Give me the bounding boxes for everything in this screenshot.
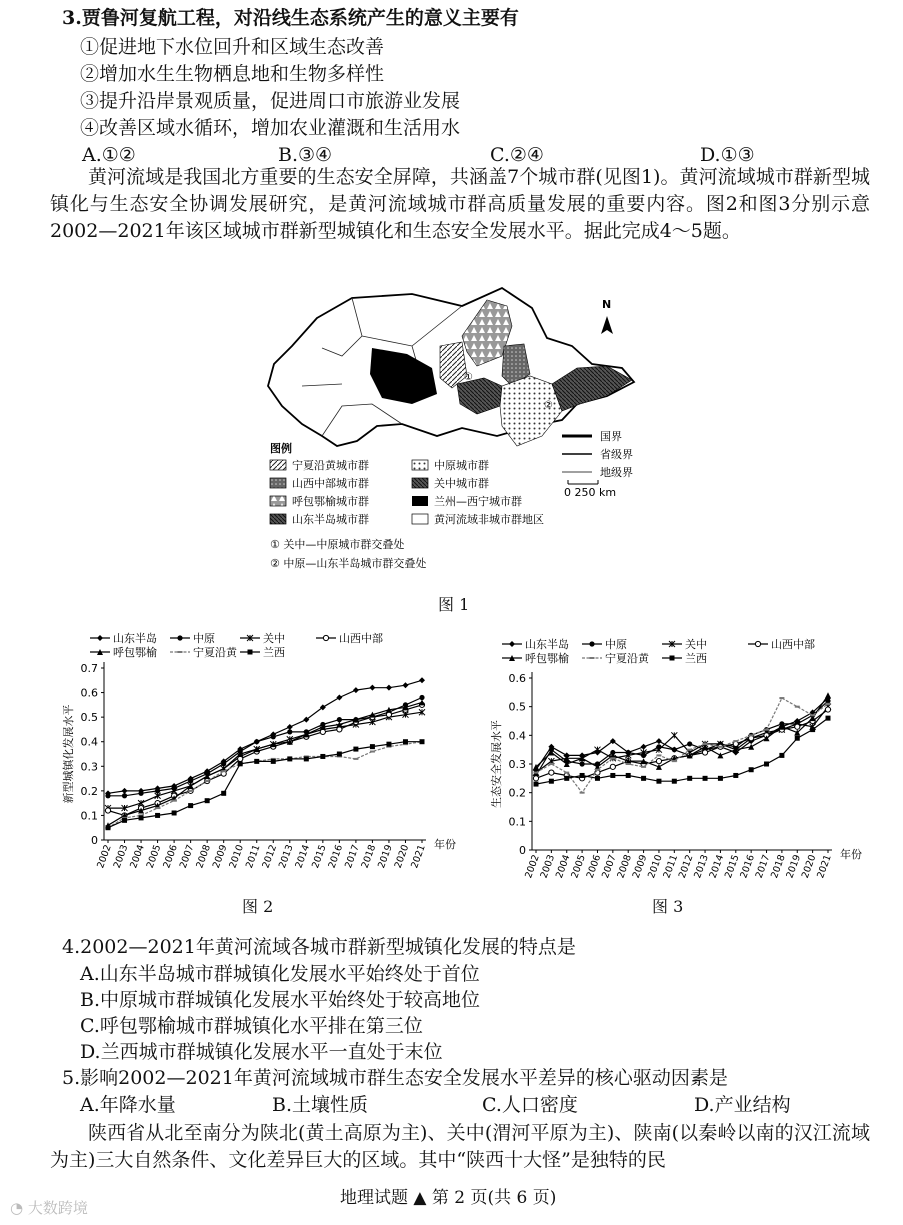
data-point bbox=[287, 724, 293, 730]
data-point bbox=[320, 754, 325, 759]
data-point bbox=[687, 776, 692, 781]
data-point bbox=[386, 742, 391, 747]
data-point bbox=[626, 763, 631, 765]
q3-option-d: D.①③ bbox=[700, 144, 755, 166]
data-point bbox=[656, 754, 661, 756]
data-point bbox=[733, 740, 738, 742]
data-point bbox=[656, 764, 662, 770]
x-tick-label: 2017 bbox=[343, 843, 362, 870]
watermark: ◔ 大数跨境 bbox=[10, 1199, 88, 1217]
data-point bbox=[580, 792, 585, 794]
svg-text:省级界: 省级界 bbox=[600, 448, 633, 461]
data-point bbox=[287, 756, 292, 761]
data-point bbox=[221, 761, 226, 766]
data-point bbox=[172, 800, 177, 802]
data-point bbox=[337, 727, 342, 732]
legend-right bbox=[412, 458, 544, 526]
y-tick-label: 0.1 bbox=[80, 809, 98, 823]
data-point bbox=[106, 825, 111, 830]
data-point bbox=[825, 692, 831, 698]
y-tick-label: 0.3 bbox=[80, 760, 98, 774]
svg-text:黄河流域非城市群地区: 黄河流域非城市群地区 bbox=[434, 513, 544, 526]
legend-title: 图例 bbox=[270, 442, 292, 455]
data-point bbox=[672, 760, 677, 762]
data-point bbox=[795, 736, 800, 741]
data-point bbox=[122, 818, 127, 823]
data-point bbox=[238, 756, 243, 761]
data-point bbox=[386, 685, 392, 691]
data-point bbox=[419, 677, 425, 683]
y-tick-label: 0.2 bbox=[508, 786, 526, 800]
data-point bbox=[534, 772, 539, 774]
data-point bbox=[595, 776, 600, 781]
data-point bbox=[533, 776, 538, 781]
data-point bbox=[122, 788, 128, 794]
data-point bbox=[370, 751, 375, 753]
legend-label: 山东半岛 bbox=[525, 638, 569, 651]
x-tick-label: 2004 bbox=[128, 843, 147, 870]
data-point bbox=[656, 738, 662, 744]
data-point bbox=[626, 773, 631, 778]
legend-marker bbox=[248, 650, 253, 655]
legend-marker bbox=[178, 651, 183, 653]
data-point bbox=[172, 810, 177, 815]
q4-option-b: B.中原城市群城镇化发展水平始终处于较高地位 bbox=[80, 989, 481, 1011]
data-point bbox=[419, 695, 424, 700]
data-point bbox=[205, 780, 210, 782]
data-point bbox=[641, 776, 646, 781]
svg-text:中原城市群: 中原城市群 bbox=[434, 459, 489, 472]
x-tick-label: 2021 bbox=[409, 843, 428, 870]
data-point bbox=[641, 766, 646, 768]
q3-item-4: ④改善区域水循环，增加农业灌溉和生活用水 bbox=[80, 117, 461, 139]
x-tick-label: 2012 bbox=[260, 843, 280, 870]
q5-stem: 5.影响2002—2021年黄河流域城市群生态安全发展水平差异的核心驱动因素是 bbox=[62, 1067, 728, 1089]
q3-option-c: C.②④ bbox=[490, 144, 544, 166]
data-point bbox=[155, 813, 160, 818]
x-axis-label: 年份 bbox=[434, 838, 456, 851]
data-point bbox=[795, 724, 800, 729]
data-point bbox=[549, 763, 554, 765]
y-tick-label: 0.4 bbox=[508, 729, 526, 743]
data-point bbox=[672, 779, 677, 784]
legend-marker bbox=[97, 635, 103, 641]
legend-marker bbox=[323, 635, 328, 640]
legend-left bbox=[270, 458, 369, 526]
svg-text:兰州—西宁城市群: 兰州—西宁城市群 bbox=[434, 495, 522, 508]
series-line-0 bbox=[108, 680, 422, 793]
data-point bbox=[733, 773, 738, 778]
data-point bbox=[353, 747, 358, 752]
legend-label: 山西中部 bbox=[339, 632, 383, 645]
data-point bbox=[402, 682, 408, 688]
q4-option-c: C.呼包鄂榆城市群城镇化水平排在第三位 bbox=[80, 1015, 423, 1037]
y-axis-label: 新型城镇化发展水平 bbox=[62, 704, 75, 804]
y-tick-label: 0.1 bbox=[508, 815, 526, 829]
data-point bbox=[271, 759, 276, 764]
y-axis-label: 生态安全发展水平 bbox=[490, 720, 503, 808]
data-point bbox=[337, 752, 342, 757]
passage-intro: 黄河流域是我国北方重要的生态安全屏障，共涵盖7个城市群(见图1)。黄河流域城市群新型城镇化与生态安全协调发展研究，是黄河流域城市群高质量发展的重要内容。图2和图3分别示意2002—2021年该区域城市群新型城镇化和生态安全发展水平。据此完成4～5题。 bbox=[50, 166, 870, 242]
legend-marker bbox=[589, 641, 594, 646]
data-point bbox=[122, 793, 127, 798]
data-point bbox=[703, 776, 708, 781]
legend-label: 山西中部 bbox=[771, 638, 815, 651]
data-point bbox=[610, 764, 615, 769]
data-point bbox=[105, 793, 110, 798]
data-point bbox=[595, 769, 600, 771]
data-point bbox=[336, 694, 342, 700]
q4-option-a: A.山东半岛城市群城镇化发展水平始终处于首位 bbox=[80, 963, 480, 985]
q3-item-2: ②增加水生生物栖息地和生物多样性 bbox=[80, 63, 385, 85]
data-point bbox=[138, 791, 143, 796]
x-tick-label: 2016 bbox=[326, 843, 346, 870]
data-point bbox=[580, 761, 585, 766]
q3-stem: 3.贾鲁河复航工程，对沿线生态系统产生的意义主要有 bbox=[62, 7, 519, 29]
x-tick-label: 2017 bbox=[753, 853, 773, 880]
legend-label: 关中 bbox=[263, 632, 285, 645]
x-tick-label: 2008 bbox=[615, 853, 635, 880]
data-point bbox=[718, 746, 723, 748]
svg-text:呼包鄂榆城市群: 呼包鄂榆城市群 bbox=[292, 495, 369, 508]
watermark-logo-icon: ◔ bbox=[10, 1199, 24, 1217]
legend-label: 中原 bbox=[605, 638, 627, 651]
svg-text:山西中部城市群: 山西中部城市群 bbox=[292, 477, 369, 490]
map-note-2: ② 中原—山东半岛城市群交叠处 bbox=[270, 557, 427, 570]
data-point bbox=[155, 807, 160, 809]
data-point bbox=[386, 712, 391, 717]
data-point bbox=[534, 782, 539, 787]
x-tick-label: 2008 bbox=[194, 843, 213, 870]
data-point bbox=[825, 698, 830, 703]
legend-lines bbox=[562, 430, 633, 499]
data-point bbox=[795, 706, 800, 708]
legend-label: 中原 bbox=[193, 632, 215, 645]
data-point bbox=[549, 779, 554, 784]
data-point bbox=[656, 779, 661, 784]
data-point bbox=[641, 744, 647, 750]
data-point bbox=[718, 776, 723, 781]
svg-text:②: ② bbox=[544, 400, 553, 411]
data-point bbox=[353, 758, 358, 760]
fig3-caption: 图 3 bbox=[652, 897, 684, 916]
data-point bbox=[656, 759, 661, 764]
data-point bbox=[702, 750, 707, 755]
y-tick-label: 0.7 bbox=[80, 662, 98, 675]
data-point bbox=[564, 772, 569, 774]
x-tick-label: 2003 bbox=[111, 843, 131, 870]
data-point bbox=[403, 739, 408, 744]
page-footer: 地理试题 ▲ 第 2 页(共 6 页) bbox=[340, 1188, 557, 1208]
data-point bbox=[717, 752, 723, 758]
legend-label: 兰西 bbox=[263, 646, 285, 659]
x-tick-label: 2011 bbox=[661, 853, 681, 880]
x-tick-label: 2014 bbox=[293, 843, 313, 870]
chart-urbanization bbox=[60, 626, 470, 888]
x-tick-label: 2009 bbox=[630, 853, 650, 880]
data-point bbox=[749, 734, 754, 736]
x-tick-label: 2010 bbox=[227, 843, 247, 870]
legend-label: 宁夏沿黄 bbox=[605, 652, 649, 665]
data-point bbox=[779, 697, 784, 699]
data-point bbox=[810, 727, 815, 732]
svg-text:宁夏沿黄城市群: 宁夏沿黄城市群 bbox=[292, 459, 369, 472]
legend-label: 宁夏沿黄 bbox=[193, 646, 237, 659]
data-point bbox=[687, 749, 692, 751]
legend-marker bbox=[670, 656, 675, 661]
x-tick-label: 2011 bbox=[243, 843, 263, 870]
x-tick-label: 2016 bbox=[738, 853, 757, 880]
x-tick-label: 2014 bbox=[707, 853, 727, 880]
data-point bbox=[369, 685, 375, 691]
x-tick-label: 2004 bbox=[553, 853, 573, 880]
y-tick-label: 0.3 bbox=[508, 758, 526, 771]
q4-stem: 4.2002—2021年黄河流域各城市群新型城镇化发展的特点是 bbox=[62, 936, 576, 958]
data-point bbox=[779, 753, 784, 758]
legend-label: 关中 bbox=[685, 638, 707, 651]
map-figure bbox=[262, 286, 642, 586]
data-point bbox=[254, 759, 259, 764]
y-tick-label: 0.2 bbox=[80, 784, 98, 798]
legend-label: 山东半岛 bbox=[113, 632, 157, 645]
data-point bbox=[420, 739, 425, 744]
x-tick-label: 2021 bbox=[815, 853, 834, 880]
data-point bbox=[549, 770, 554, 775]
chart-ecosecurity bbox=[478, 634, 878, 888]
legend-label: 呼包鄂榆 bbox=[113, 646, 157, 659]
x-axis-label: 年份 bbox=[840, 848, 862, 861]
x-tick-label: 2020 bbox=[799, 853, 819, 880]
x-tick-label: 2003 bbox=[538, 853, 558, 880]
q5-option-a: A.年降水量 bbox=[80, 1094, 176, 1116]
y-tick-label: 0.6 bbox=[508, 672, 526, 685]
svg-text:关中城市群: 关中城市群 bbox=[434, 477, 489, 490]
y-tick-label: 0 bbox=[91, 834, 98, 847]
x-tick-label: 2005 bbox=[569, 853, 588, 880]
data-point bbox=[810, 714, 815, 716]
x-tick-label: 2009 bbox=[210, 843, 230, 870]
q4-option-d: D.兰西城市群城镇化发展水平一直处于末位 bbox=[80, 1041, 443, 1063]
legend-marker bbox=[755, 641, 760, 646]
q5-option-c: C.人口密度 bbox=[482, 1094, 578, 1116]
data-point bbox=[337, 717, 342, 722]
data-point bbox=[271, 734, 276, 739]
map-note-1: ① 关中—中原城市群交叠处 bbox=[270, 538, 405, 551]
q3-option-a: A.①② bbox=[82, 144, 136, 166]
data-point bbox=[105, 808, 110, 813]
data-point bbox=[749, 767, 754, 772]
data-point bbox=[155, 788, 160, 793]
y-tick-label: 0.5 bbox=[80, 711, 98, 725]
data-point bbox=[353, 687, 359, 693]
data-point bbox=[370, 744, 375, 749]
data-point bbox=[188, 803, 193, 808]
data-point bbox=[221, 791, 226, 796]
x-tick-label: 2019 bbox=[784, 853, 804, 880]
data-point bbox=[287, 729, 292, 734]
q3-item-1: ①促进地下水位回升和区域生态改善 bbox=[80, 36, 385, 58]
y-tick-label: 0.4 bbox=[80, 735, 98, 749]
x-tick-label: 2019 bbox=[376, 843, 395, 870]
data-point bbox=[221, 770, 226, 772]
data-point bbox=[564, 776, 569, 781]
x-tick-label: 2007 bbox=[600, 853, 619, 880]
data-point bbox=[764, 729, 769, 731]
data-point bbox=[188, 790, 193, 792]
data-point bbox=[764, 762, 769, 767]
x-tick-label: 2013 bbox=[276, 843, 296, 870]
q5-option-b: B.土壤性质 bbox=[272, 1094, 369, 1116]
svg-text:地级界: 地级界 bbox=[600, 466, 633, 479]
data-point bbox=[594, 747, 600, 753]
svg-text:国界: 国界 bbox=[600, 430, 622, 443]
q3-option-b: B.③④ bbox=[278, 144, 333, 166]
svg-text:山东半岛城市群: 山东半岛城市群 bbox=[292, 513, 369, 526]
q3-item-3: ③提升沿岸景观质量，促进周口市旅游业发展 bbox=[80, 90, 461, 112]
x-tick-label: 2002 bbox=[523, 853, 542, 880]
legend-label: 兰西 bbox=[685, 652, 707, 665]
legend-marker bbox=[177, 635, 182, 640]
x-tick-label: 2010 bbox=[646, 853, 665, 880]
data-point bbox=[610, 773, 615, 778]
data-point bbox=[610, 757, 615, 759]
x-tick-label: 2015 bbox=[310, 843, 329, 870]
data-point bbox=[188, 778, 193, 783]
y-tick-label: 0.5 bbox=[508, 700, 526, 714]
x-tick-label: 2007 bbox=[177, 843, 197, 870]
data-point bbox=[826, 716, 831, 721]
data-point bbox=[320, 729, 325, 734]
fig1-caption: 图 1 bbox=[438, 595, 470, 614]
x-tick-label: 2018 bbox=[359, 843, 379, 870]
data-point bbox=[254, 739, 259, 744]
x-tick-label: 2012 bbox=[676, 853, 696, 880]
data-point bbox=[139, 815, 144, 820]
x-tick-label: 2015 bbox=[722, 853, 742, 880]
x-tick-label: 2005 bbox=[144, 843, 164, 870]
map-scale: 0 250 km bbox=[564, 486, 617, 499]
data-point bbox=[672, 747, 677, 752]
data-point bbox=[687, 741, 692, 746]
y-tick-label: 0 bbox=[519, 844, 526, 857]
north-arrow-icon bbox=[601, 298, 613, 334]
data-point bbox=[671, 732, 677, 738]
series-line-2 bbox=[536, 707, 828, 773]
data-point bbox=[205, 798, 210, 803]
data-point bbox=[304, 756, 309, 761]
x-tick-label: 2006 bbox=[584, 853, 604, 880]
passage-shaanxi: 陕西省从北至南分为陕北(黄土高原为主)、关中(渭河平原为主)、陕南(以秦岭以南的汉江流域为主)三大自然条件、文化差异巨大的区域。其中“陕西十大怪”是独特的民 bbox=[50, 1122, 870, 1171]
legend-label: 呼包鄂榆 bbox=[525, 652, 569, 665]
x-tick-label: 2006 bbox=[161, 843, 180, 870]
data-point bbox=[238, 761, 243, 766]
x-tick-label: 2020 bbox=[392, 843, 412, 870]
legend-marker bbox=[590, 657, 595, 659]
legend-marker bbox=[509, 641, 515, 647]
data-point bbox=[580, 773, 585, 778]
data-point bbox=[825, 707, 830, 712]
x-tick-label: 2018 bbox=[769, 853, 788, 880]
data-point bbox=[703, 743, 708, 745]
x-tick-label: 2002 bbox=[95, 843, 114, 870]
data-point bbox=[826, 703, 831, 705]
y-tick-label: 0.6 bbox=[80, 686, 98, 700]
svg-text:①: ① bbox=[464, 372, 473, 383]
x-tick-label: 2013 bbox=[692, 853, 711, 880]
svg-text:N: N bbox=[602, 298, 612, 311]
fig2-caption: 图 2 bbox=[242, 897, 274, 916]
q5-option-d: D.产业结构 bbox=[694, 1094, 791, 1116]
